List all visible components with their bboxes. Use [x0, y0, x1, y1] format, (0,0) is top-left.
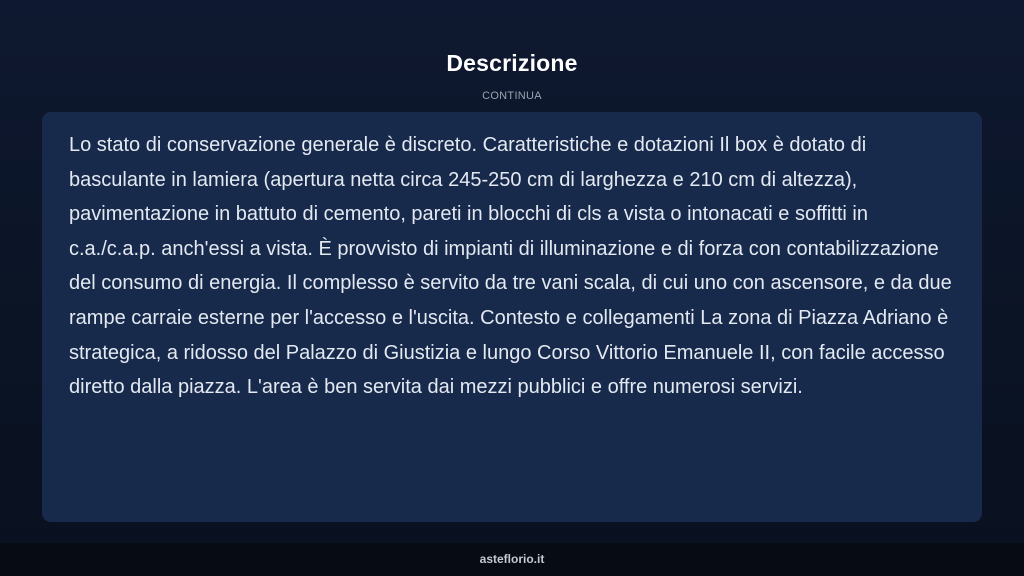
- footer-site-name: asteflorio.it: [479, 552, 545, 566]
- description-card: [42, 112, 982, 522]
- page-title: Descrizione: [446, 50, 578, 76]
- page-subtitle: CONTINUA: [482, 90, 542, 102]
- description-text: Lo stato di conservazione generale è discreto. Caratteristiche e dotazioni Il box è dotato di basculante in lamiera (apertura netta circa 245-250 cm di larghezza e 210 cm di altezza), pavimentazione in battuto di cemento, pareti in blocchi di cls a vista o intonacati e soffitti in c.a./c.a.p. anch'essi a vista. È provvisto di impianti di illuminazione e di forza con contabilizzazione del consumo di energia. Il complesso è servito da tre vani scala, di cui uno con ascensore, e da due rampe carraie esterne per l'accesso e l'uscita. Contesto e collegamenti La zona di Piazza Adriano è strategica, a ridosso del Palazzo di Giustizia e lungo Corso Vittorio Emanuele II, con facile accesso diretto dalla piazza. L'area è ben servita dai mezzi pubblici e offre numerosi servizi.: [69, 134, 952, 399]
- footer-bar: [0, 543, 1024, 576]
